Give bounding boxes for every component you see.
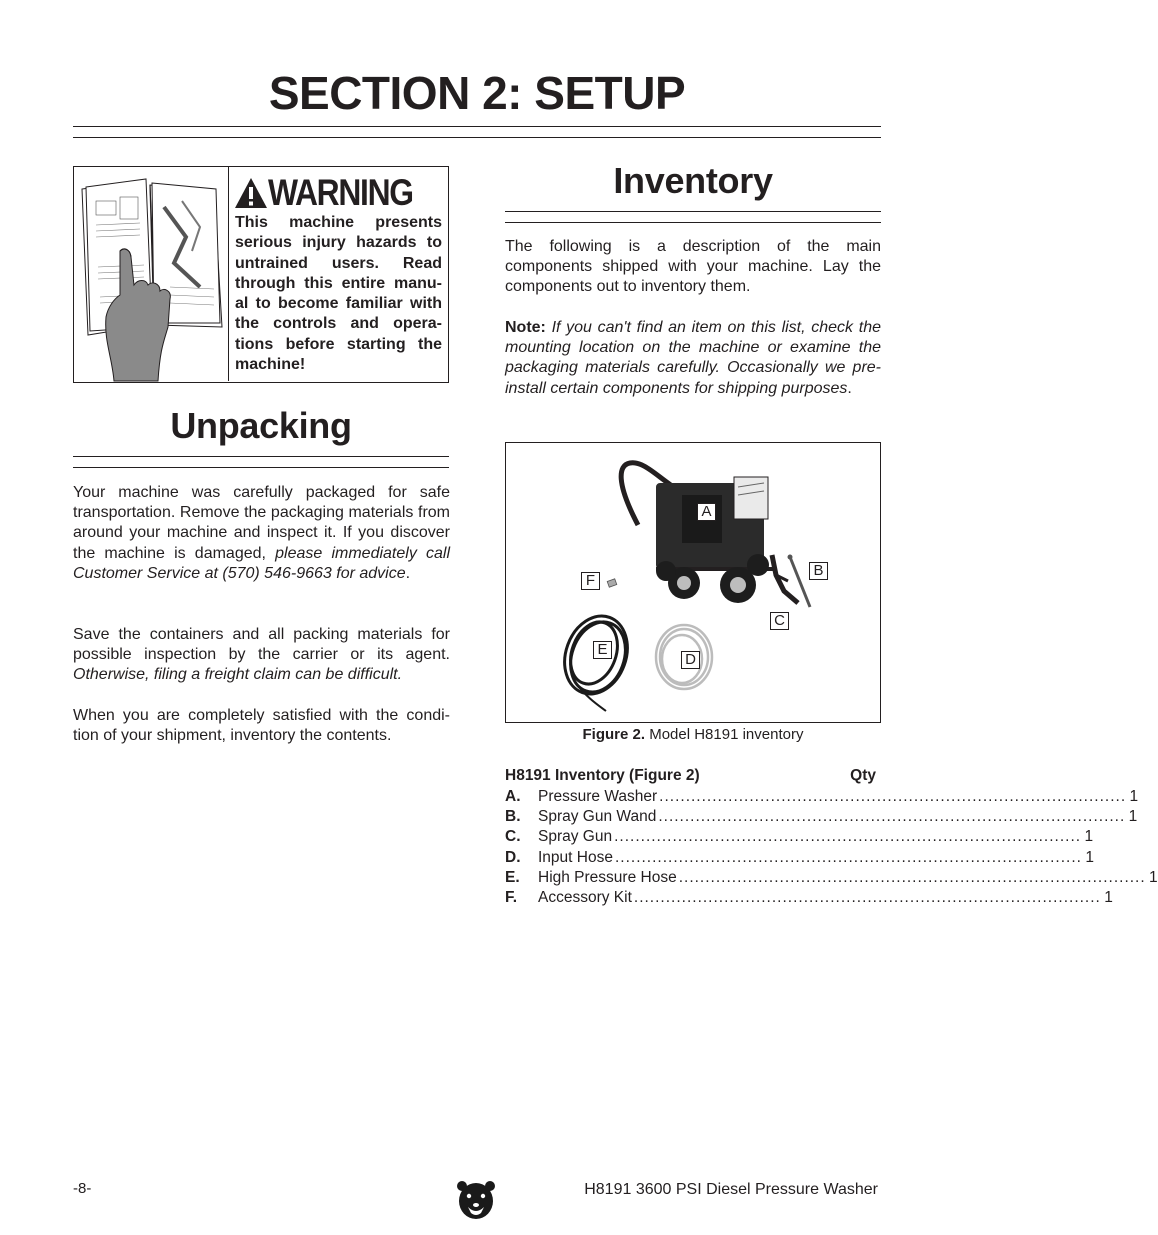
inventory-list-title: H8191 Inventory (Figure 2) xyxy=(505,767,700,784)
unpacking-paragraph-1: Your machine was carefully packaged for safe transportation. Remove the packaging materials from around your machine and inspect it. If you discover the machine is damaged, please immediately call Customer Service at (570) 546-9663 for advice. xyxy=(73,484,451,582)
inventory-intro: The following is a description of the main components shipped with your machine. Lay the components out to inventory them. xyxy=(505,238,881,296)
figure-caption: Figure 2. Model H8191 inventory xyxy=(582,726,804,743)
spray-gun-illustration xyxy=(772,555,798,603)
inventory-figure xyxy=(505,442,881,723)
item-qty: 1 xyxy=(1129,788,1139,805)
figure-label-b: B xyxy=(809,562,828,580)
item-qty: 1 xyxy=(1128,808,1138,825)
pressure-washer-illustration xyxy=(621,463,776,603)
item-letter: E. xyxy=(505,869,520,886)
inventory-item xyxy=(505,848,1094,868)
item-letter: F. xyxy=(505,889,518,906)
inventory-rule-top xyxy=(505,211,881,212)
inventory-heading: Inventory xyxy=(613,160,773,201)
unpacking-rule-bottom xyxy=(73,467,449,468)
title-rule-bottom xyxy=(73,137,881,138)
inventory-item xyxy=(505,868,1158,888)
unpacking-heading: Unpacking xyxy=(170,405,352,446)
item-name: Input Hose xyxy=(538,849,613,866)
inventory-item xyxy=(505,888,1113,908)
inventory-item xyxy=(505,787,1139,807)
item-name: Spray Gun xyxy=(538,828,613,845)
item-name: Pressure Washer xyxy=(538,788,658,805)
item-letter: B. xyxy=(505,808,521,825)
warning-heading xyxy=(234,173,446,213)
inventory-item xyxy=(505,807,1138,827)
high-pressure-hose-illustration xyxy=(554,607,638,711)
inventory-qty-header: Qty xyxy=(850,767,876,784)
leader-dots: ........................................................................................ xyxy=(658,808,1126,825)
figure-label-e: E xyxy=(593,641,612,659)
bear-logo-icon xyxy=(456,1179,496,1221)
figure-label-a: A xyxy=(697,503,716,521)
leader-dots: ........................................................................................ xyxy=(614,849,1082,866)
figure-label-d: D xyxy=(681,651,700,669)
item-qty: 1 xyxy=(1104,889,1113,906)
leader-dots: ........................................................................................ xyxy=(614,828,1082,845)
item-name: Spray Gun Wand xyxy=(538,808,657,825)
accessory-kit-illustration xyxy=(607,579,617,587)
leader-dots: ........................................................................................ xyxy=(633,889,1101,906)
unpacking-paragraph-3: When you are completely satisfied with the condi-tion of your shipment, inventory the contents. xyxy=(73,707,450,745)
warning-triangle-icon xyxy=(234,177,268,209)
section-title: SECTION 2: SETUP xyxy=(268,67,686,119)
item-qty: 1 xyxy=(1149,869,1158,886)
footer-title: H8191 3600 PSI Diesel Pressure Washer xyxy=(584,1181,878,1198)
page-number: -8- xyxy=(73,1180,92,1197)
warning-label: WARNING xyxy=(268,172,413,213)
item-letter: D. xyxy=(505,849,521,866)
title-rule-top xyxy=(73,126,881,127)
item-name: Accessory Kit xyxy=(538,889,632,906)
leader-dots: ........................................................................................ xyxy=(659,788,1127,805)
item-qty: 1 xyxy=(1084,828,1094,845)
inventory-rule-bottom xyxy=(505,222,881,223)
figure-label-f: F xyxy=(581,572,600,590)
warning-text: This machine presents serious injury hazards to untrained users. Read through this entire manu-al to become familiar with the controls and opera-tions before starting the machine! xyxy=(235,214,442,374)
warning-box xyxy=(73,166,449,383)
item-name: High Pressure Hose xyxy=(538,869,677,886)
inventory-item xyxy=(505,827,1094,847)
manual-hand-illustration xyxy=(74,167,229,381)
unpacking-paragraph-2: Save the containers and all packing materials for possible inspection by the carrier or its agent. Otherwise, filing a freight claim can be difficult. xyxy=(73,626,450,684)
item-qty: 1 xyxy=(1085,849,1094,866)
figure-label-c: C xyxy=(770,612,789,630)
inventory-list-header xyxy=(505,767,876,785)
leader-dots: ........................................................................................ xyxy=(678,869,1146,886)
item-letter: A. xyxy=(505,788,521,805)
unpacking-rule-top xyxy=(73,456,449,457)
item-letter: C. xyxy=(505,828,521,845)
inventory-note: Note: If you can't find an item on this list, check the mounting location on the machine or examine the packaging materials carefully. Occasionally we pre-install certain components for shipping purposes. xyxy=(505,319,881,397)
